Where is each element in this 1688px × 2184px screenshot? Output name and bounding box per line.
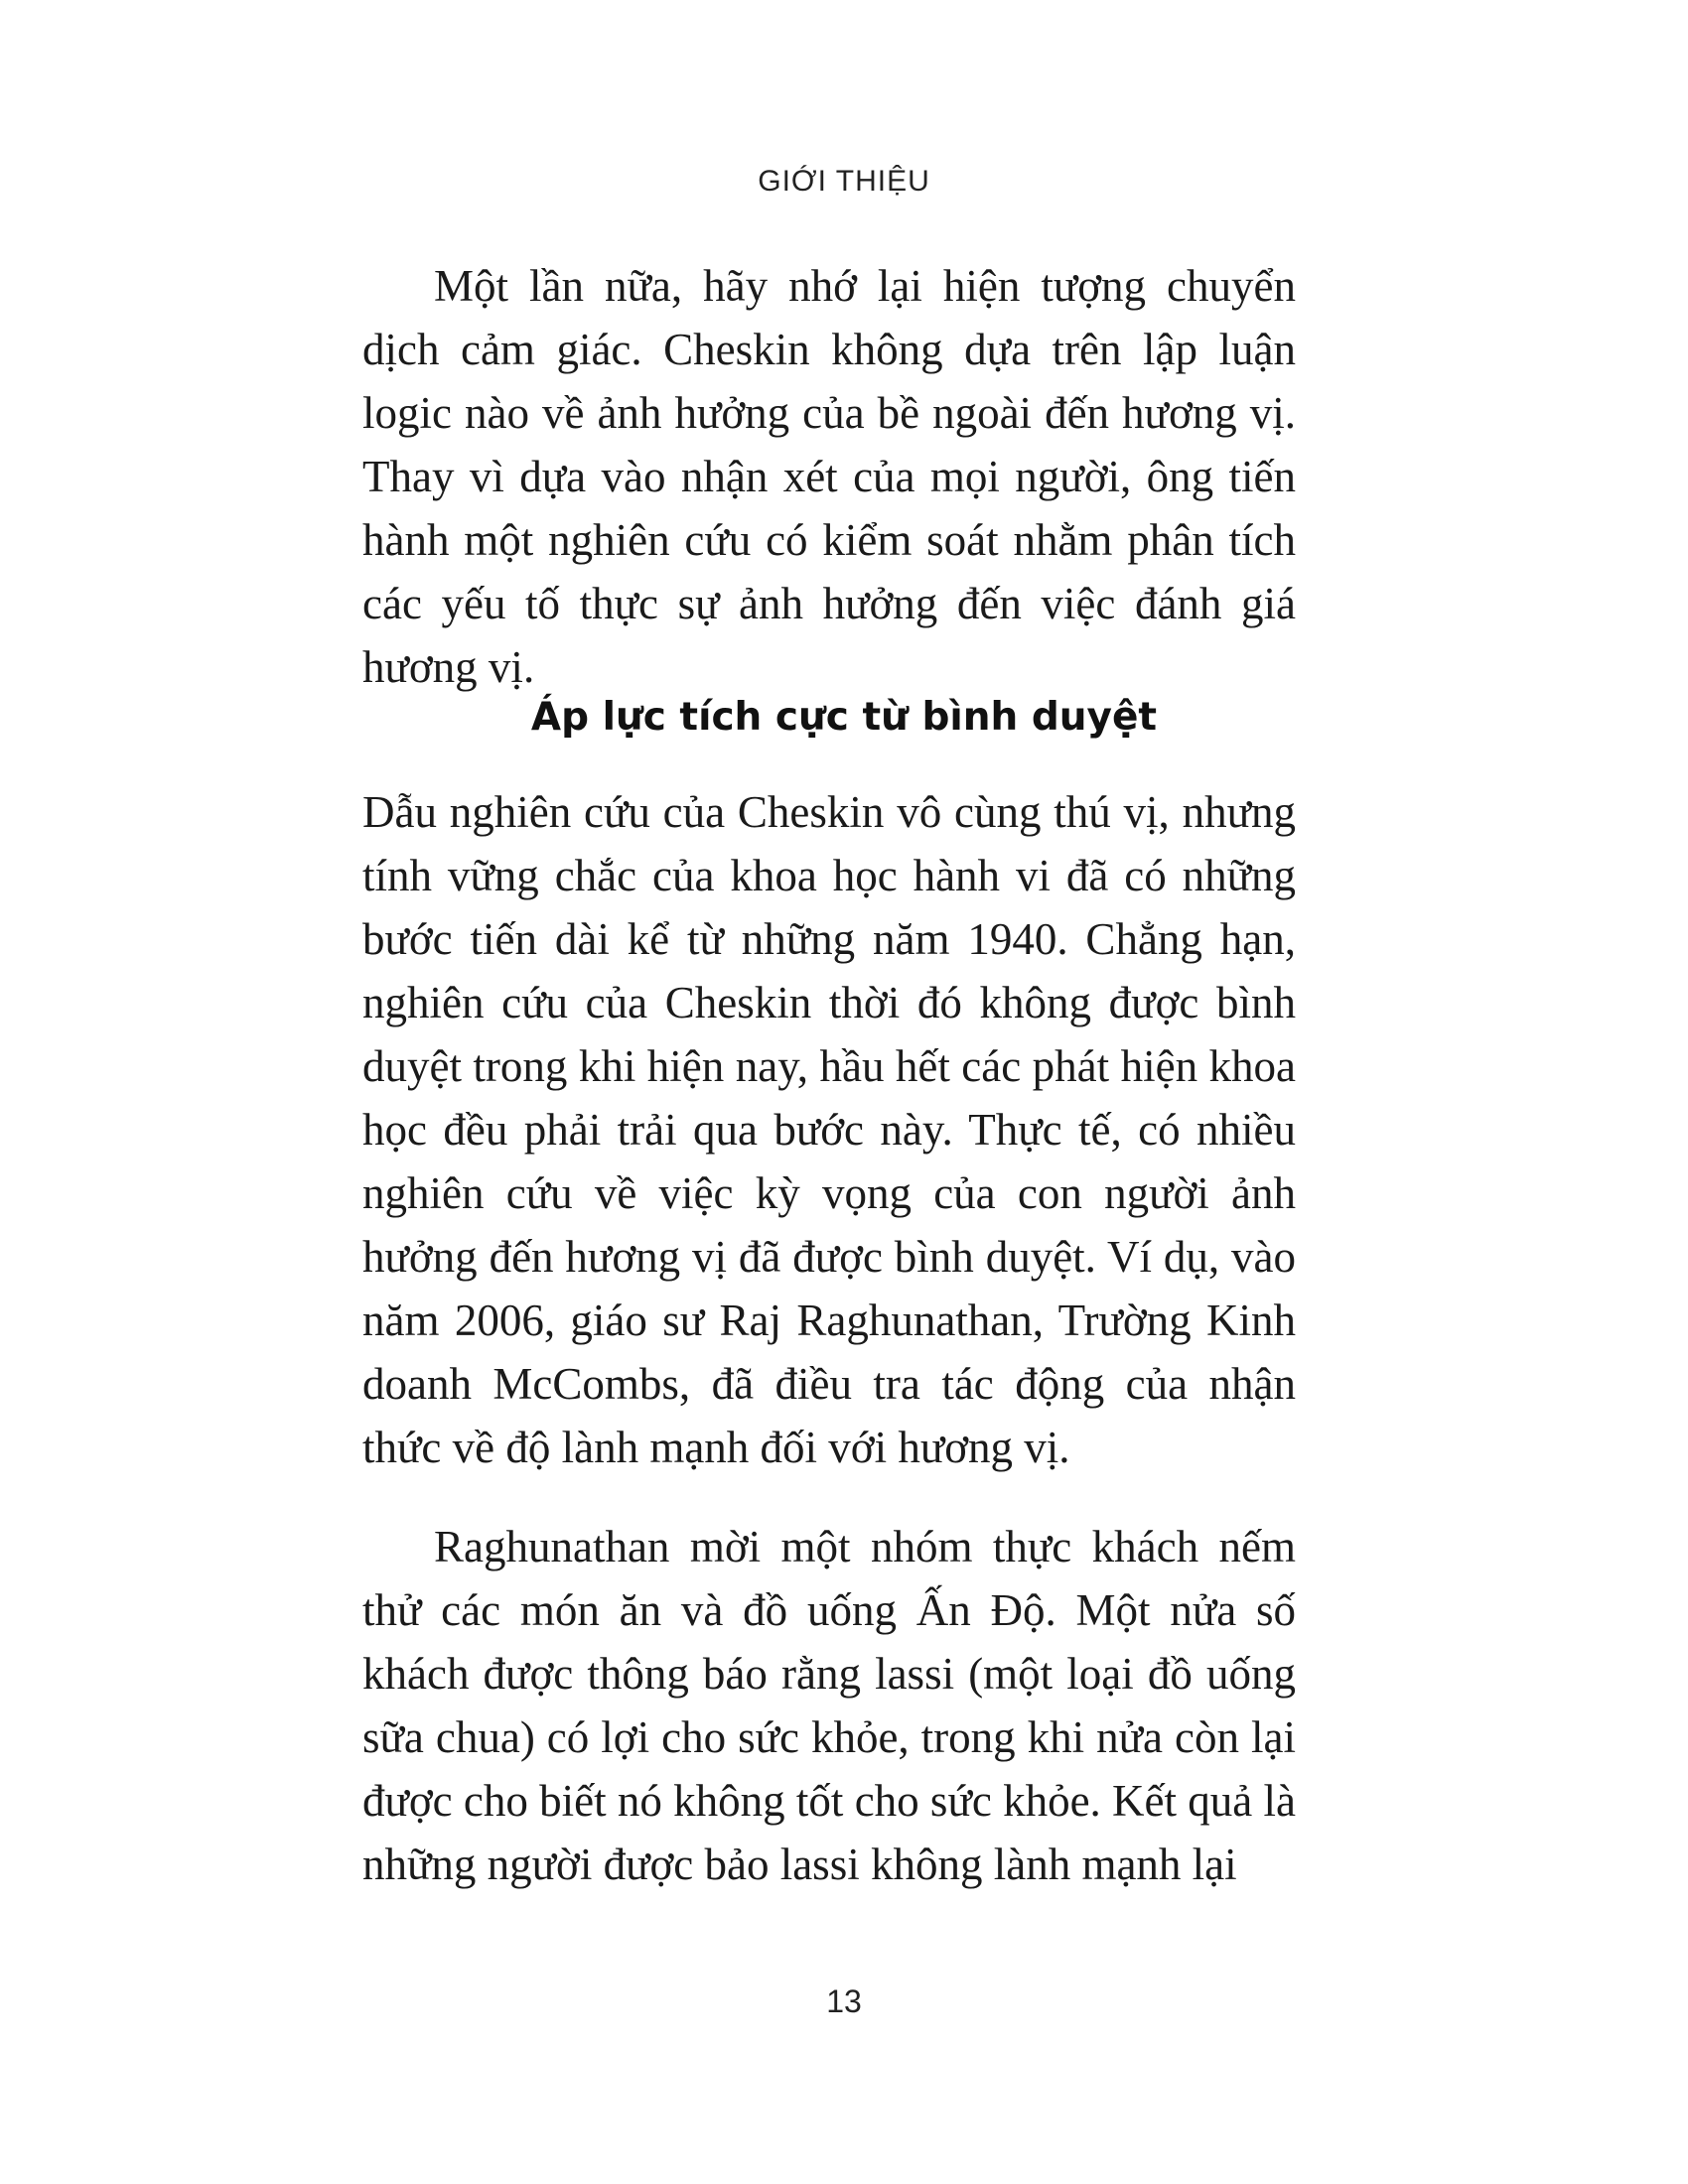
running-header: GIỚI THIỆU: [758, 165, 930, 198]
page-number: 13: [826, 1983, 862, 2019]
body-paragraph-2: [362, 780, 1296, 1479]
body-paragraph-1: [362, 254, 1296, 699]
section-heading: Áp lực tích cực từ bình duyệt: [530, 695, 1158, 740]
body-paragraph-3: [362, 1515, 1296, 1896]
paragraph-text: Raghunathan mời một nhóm thực khách nếm thử các món ăn và đồ uống Ấn Độ. Một nửa số khách được thông báo rằng lassi (một loại đồ uống sữa chua) có lợi cho sức khỏe, trong khi nửa còn lại được cho biết nó không tốt cho sức khỏe. Kết quả là những người được bảo lassi không lành mạnh lại: [362, 1522, 1296, 1889]
paragraph-text: Dẫu nghiên cứu của Cheskin vô cùng thú vị, nhưng tính vững chắc của khoa học hành vi đã có những bước tiến dài kể từ những năm 1940. Chẳng hạn, nghiên cứu của Cheskin thời đó không được bình duyệt trong khi hiện nay, hầu hết các phát hiện khoa học đều phải trải qua bước này. Thực tế, có nhiều nghiên cứu về việc kỳ vọng của con người ảnh hưởng đến hương vị đã được bình duyệt. Ví dụ, vào năm 2006, giáo sư Raj Raghunathan, Trường Kinh doanh McCombs, đã điều tra tác động của nhận thức về độ lành mạnh đối với hương vị.: [362, 787, 1296, 1472]
paragraph-text: Một lần nữa, hãy nhớ lại hiện tượng chuyển dịch cảm giác. Cheskin không dựa trên lập luận logic nào về ảnh hưởng của bề ngoài đến hương vị. Thay vì dựa vào nhận xét của mọi người, ông tiến hành một nghiên cứu có kiểm soát nhằm phân tích các yếu tố thực sự ảnh hưởng đến việc đánh giá hương vị.: [362, 261, 1296, 692]
